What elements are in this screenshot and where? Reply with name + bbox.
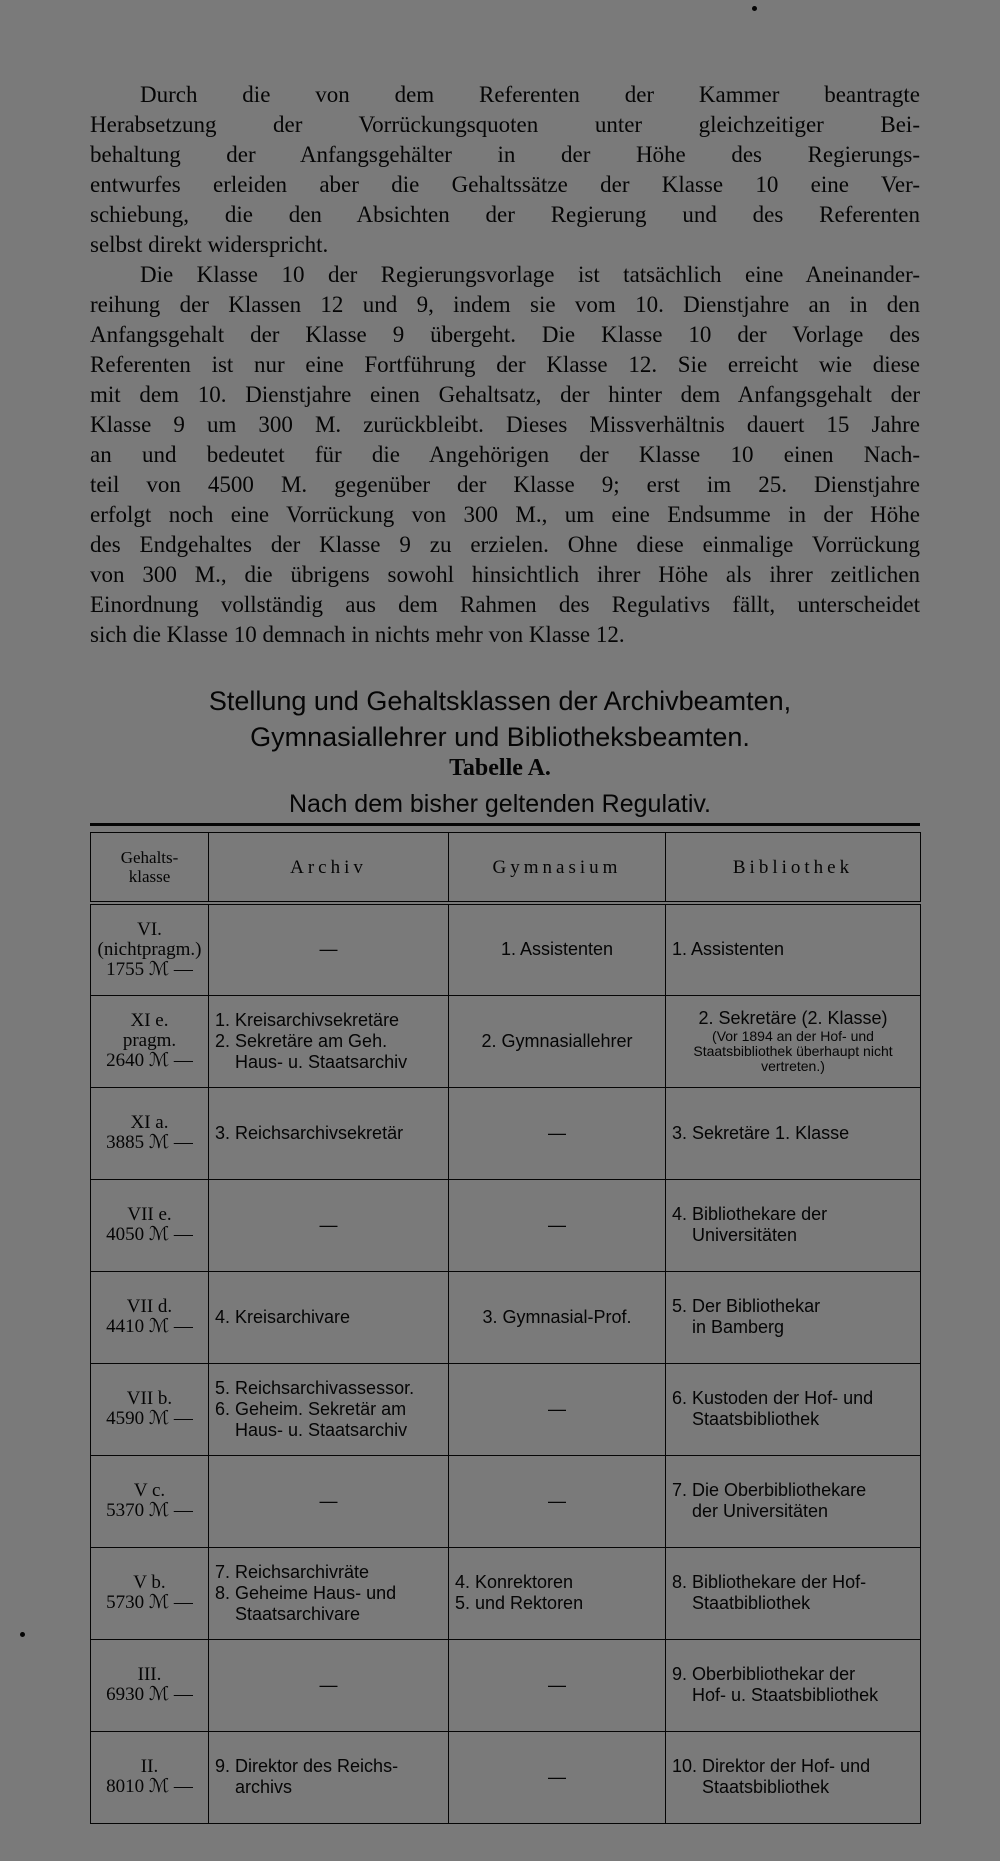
cell-line: VII b. xyxy=(126,1388,173,1409)
paragraph-line: teil von 4500 M. gegenüber der Klasse 9; erst im 25. Dienstjahre xyxy=(90,472,920,497)
cell-archiv xyxy=(209,995,449,1087)
cell-line: 5. und Rektoren xyxy=(455,1593,584,1613)
cell-gehaltsklasse xyxy=(91,903,209,995)
cell-bibliothek xyxy=(666,1179,921,1271)
paragraph-line: reihung der Klassen 12 und 9, indem sie vom 10. Dienstjahre an in den xyxy=(90,292,920,317)
cell-line: Universitäten xyxy=(672,1225,798,1245)
margin-dot xyxy=(752,6,757,11)
cell-gehaltsklasse xyxy=(91,1639,209,1731)
cell-gehaltsklasse xyxy=(91,1179,209,1271)
cell-gymnasium xyxy=(449,1179,666,1271)
cell-line: 4. Konrektoren xyxy=(455,1572,574,1592)
cell-line: 4. Bibliothekare der xyxy=(672,1204,828,1224)
table-label: Tabelle A. xyxy=(449,755,551,781)
cell-line: XI e. xyxy=(130,1010,169,1031)
cell-gehaltsklasse xyxy=(91,1547,209,1639)
cell-gehaltsklasse xyxy=(91,1731,209,1823)
cell-gehaltsklasse xyxy=(91,1455,209,1547)
paragraph-line: Durch die von dem Referenten der Kammer beantragte xyxy=(140,82,920,107)
paragraph-line: mit dem 10. Dienstjahre einen Gehaltsatz, der hinter dem Anfangsgehalt der xyxy=(90,382,920,407)
cell-line: 4410 ℳ — xyxy=(106,1316,193,1337)
cell-gymnasium xyxy=(449,1547,666,1639)
cell-gymnasium xyxy=(449,903,666,995)
cell-line: 2. Sekretäre am Geh. xyxy=(215,1030,388,1051)
cell-line: 1. Assistenten xyxy=(500,939,614,960)
table-row xyxy=(91,1547,921,1639)
cell-line: Haus- u. Staatsarchiv xyxy=(215,1051,408,1072)
cell-gehaltsklasse xyxy=(91,995,209,1087)
table-body xyxy=(91,903,921,1823)
paragraph-line: Die Klasse 10 der Regierungsvorlage ist tatsächlich eine Aneinander- xyxy=(140,262,920,287)
cell-archiv xyxy=(209,1639,449,1731)
cell-line: Haus- u. Staatsarchiv xyxy=(215,1419,408,1440)
cell-archiv xyxy=(209,1731,449,1823)
cell-line: 3. Sekretäre 1. Klasse xyxy=(672,1122,850,1143)
cell-line: VII e. xyxy=(127,1204,172,1225)
table-row xyxy=(91,1639,921,1731)
cell-line: III. xyxy=(137,1664,162,1685)
empty-dash: — xyxy=(319,939,338,960)
cell-gehaltsklasse xyxy=(91,1087,209,1179)
paragraph-line: sich die Klasse 10 demnach in nichts mehr von Klasse 12. xyxy=(90,622,625,647)
table-row xyxy=(91,903,921,995)
cell-archiv xyxy=(209,1271,449,1363)
paragraph-line: entwurfes erleiden aber die Gehaltssätze der Klasse 10 eine Ver- xyxy=(90,172,920,197)
table-top-rule xyxy=(90,823,920,826)
cell-line: 8. Geheime Haus- und xyxy=(215,1582,397,1603)
heading-line-1: Stellung und Gehaltsklassen der Archivbeamten, xyxy=(208,686,792,716)
cell-line: 1. Assistenten xyxy=(672,939,785,960)
cell-bibliothek xyxy=(666,903,921,995)
cell-gymnasium xyxy=(449,995,666,1087)
cell-bibliothek xyxy=(666,1271,921,1363)
table-row xyxy=(91,1179,921,1271)
cell-line: 1. Kreisarchivsekretäre xyxy=(215,1009,400,1030)
cell-line: 3. Gymnasial-Prof. xyxy=(482,1306,632,1327)
section-heading xyxy=(0,683,1000,755)
empty-dash: — xyxy=(548,1674,566,1695)
cell-gehaltsklasse xyxy=(91,1271,209,1363)
cell-archiv xyxy=(209,1455,449,1547)
header-bibliothek: Bibliothek xyxy=(666,833,921,904)
cell-bibliothek xyxy=(666,1639,921,1731)
table-row xyxy=(91,1363,921,1455)
cell-line: 4050 ℳ — xyxy=(106,1224,193,1245)
paragraph-line: selbst direkt widerspricht. xyxy=(90,232,329,257)
cell-line: Hof- u. Staatsbibliothek xyxy=(672,1685,879,1705)
paragraph-line: Klasse 9 um 300 M. zurückbleibt. Dieses Missverhältnis dauert 15 Jahre xyxy=(90,412,920,437)
cell-line: 5. Reichsarchivassessor. xyxy=(215,1377,415,1398)
paragraph-line: schiebung, die den Absichten der Regierung und des Referenten xyxy=(90,202,920,227)
cell-line: 2. Gymnasiallehrer xyxy=(481,1030,633,1051)
cell-bibliothek xyxy=(666,1087,921,1179)
cell-gehaltsklasse xyxy=(91,1363,209,1455)
empty-dash: — xyxy=(548,1490,566,1511)
cell-bibliothek xyxy=(666,1731,921,1823)
table-row xyxy=(91,1455,921,1547)
cell-line: (nichtpragm.) xyxy=(97,938,202,960)
paragraph-2 xyxy=(90,260,920,650)
cell-bibliothek xyxy=(666,1455,921,1547)
empty-dash: — xyxy=(319,1490,338,1511)
table-row xyxy=(91,1731,921,1823)
cell-line: 1755 ℳ — xyxy=(106,958,193,980)
cell-archiv xyxy=(209,1363,449,1455)
cell-line: Staatsbibliothek xyxy=(672,1777,830,1797)
empty-dash: — xyxy=(548,1766,566,1787)
cell-bibliothek xyxy=(666,1363,921,1455)
cell-line: 2. Sekretäre (2. Klasse) xyxy=(698,1008,888,1028)
cell-line: 7. Reichsarchivräte xyxy=(215,1561,370,1582)
paragraph-line: Referenten ist nur eine Fortführung der Klasse 12. Sie erreicht wie diese xyxy=(90,352,920,377)
paragraph-line: an und bedeutet für die Angehörigen der Klasse 10 einen Nach- xyxy=(90,442,920,467)
paragraph-line: Anfangsgehalt der Klasse 9 übergeht. Die Klasse 10 der Vorlage des xyxy=(90,322,920,347)
margin-dot xyxy=(20,1632,25,1637)
cell-line: XI a. xyxy=(130,1112,169,1133)
cell-gymnasium xyxy=(449,1639,666,1731)
cell-line: der Universitäten xyxy=(672,1501,829,1521)
cell-bibliothek xyxy=(666,995,921,1087)
cell-line: 6930 ℳ — xyxy=(106,1684,193,1705)
cell-line: 8010 ℳ — xyxy=(106,1776,193,1797)
cell-gymnasium xyxy=(449,1731,666,1823)
cell-note: (Vor 1894 an der Hof- und Staatsbibliothek überhaupt nicht vertreten.) xyxy=(693,1028,893,1074)
table-row xyxy=(91,1271,921,1363)
cell-line: 7. Die Oberbibliothekare xyxy=(672,1480,867,1500)
cell-archiv xyxy=(209,903,449,995)
header-gehaltsklasse: Gehalts- klasse xyxy=(91,833,209,904)
cell-line: 3. Reichsarchivsekretär xyxy=(215,1122,404,1143)
cell-line: 10. Direktor der Hof- und xyxy=(672,1756,871,1776)
cell-archiv xyxy=(209,1547,449,1639)
salary-table xyxy=(90,832,921,1824)
paragraph-line: erfolgt noch eine Vorrückung von 300 M., um eine Endsumme in der Höhe xyxy=(90,502,920,527)
cell-line: 6. Geheim. Sekretär am xyxy=(215,1398,407,1419)
cell-line: 8. Bibliothekare der Hof- xyxy=(672,1572,867,1592)
empty-dash: — xyxy=(548,1398,566,1419)
paragraph-line: von 300 M., die übrigens sowohl hinsichtlich ihrer Höhe als ihrer zeitlichen xyxy=(90,562,920,587)
cell-gymnasium xyxy=(449,1363,666,1455)
cell-line: 4. Kreisarchivare xyxy=(215,1306,351,1327)
cell-gymnasium xyxy=(449,1455,666,1547)
cell-line: II. xyxy=(140,1756,159,1777)
cell-line: VII d. xyxy=(126,1296,173,1317)
cell-line: pragm. xyxy=(122,1030,177,1051)
paragraph-line: behaltung der Anfangsgehälter in der Höhe des Regierungs- xyxy=(90,142,920,167)
cell-line: V b. xyxy=(133,1572,166,1593)
header-gymnasium: Gymnasium xyxy=(449,833,666,904)
cell-line: 5730 ℳ — xyxy=(106,1592,193,1613)
cell-line: 9. Direktor des Reichs- xyxy=(215,1756,399,1776)
paragraph-line: Einordnung vollständig aus dem Rahmen des Regulativs fällt, unterscheidet xyxy=(90,592,920,617)
paragraph-line: des Endgehaltes der Klasse 9 zu erzielen. Ohne diese einmalige Vorrückung xyxy=(90,532,920,557)
table-header-row xyxy=(91,833,921,904)
cell-line: 5370 ℳ — xyxy=(106,1500,193,1521)
cell-line: 2640 ℳ — xyxy=(106,1050,193,1071)
cell-line: 6. Kustoden der Hof- und xyxy=(672,1388,874,1408)
cell-line: Staatbibliothek xyxy=(672,1593,811,1613)
cell-archiv xyxy=(209,1179,449,1271)
cell-line: in Bamberg xyxy=(672,1317,785,1337)
paragraph-line: Herabsetzung der Vorrückungsquoten unter gleichzeitiger Bei- xyxy=(90,112,920,137)
cell-line: 3885 ℳ — xyxy=(106,1132,193,1153)
cell-line: V c. xyxy=(133,1480,166,1501)
cell-bibliothek xyxy=(666,1547,921,1639)
cell-line: 5. Der Bibliothekar xyxy=(672,1296,821,1316)
cell-line: archivs xyxy=(215,1777,293,1797)
cell-line: 4590 ℳ — xyxy=(106,1408,193,1429)
cell-archiv xyxy=(209,1087,449,1179)
empty-dash: — xyxy=(548,1214,566,1235)
empty-dash: — xyxy=(319,1674,338,1695)
cell-gymnasium xyxy=(449,1087,666,1179)
cell-line: 9. Oberbibliothekar der xyxy=(672,1664,856,1684)
empty-dash: — xyxy=(548,1122,566,1143)
cell-gymnasium xyxy=(449,1271,666,1363)
cell-line: VI. xyxy=(137,918,162,940)
header-archiv: Archiv xyxy=(209,833,449,904)
cell-line: Staatsarchivare xyxy=(215,1603,361,1624)
table-subtitle: Nach dem bisher geltenden Regulativ. xyxy=(288,790,711,818)
table-row xyxy=(91,1087,921,1179)
cell-line: Staatsbibliothek xyxy=(672,1409,820,1429)
heading-line-2: Gymnasiallehrer und Bibliotheksbeamten. xyxy=(250,722,750,752)
empty-dash: — xyxy=(319,1214,338,1235)
table-row xyxy=(91,995,921,1087)
paragraph-1 xyxy=(90,80,920,260)
